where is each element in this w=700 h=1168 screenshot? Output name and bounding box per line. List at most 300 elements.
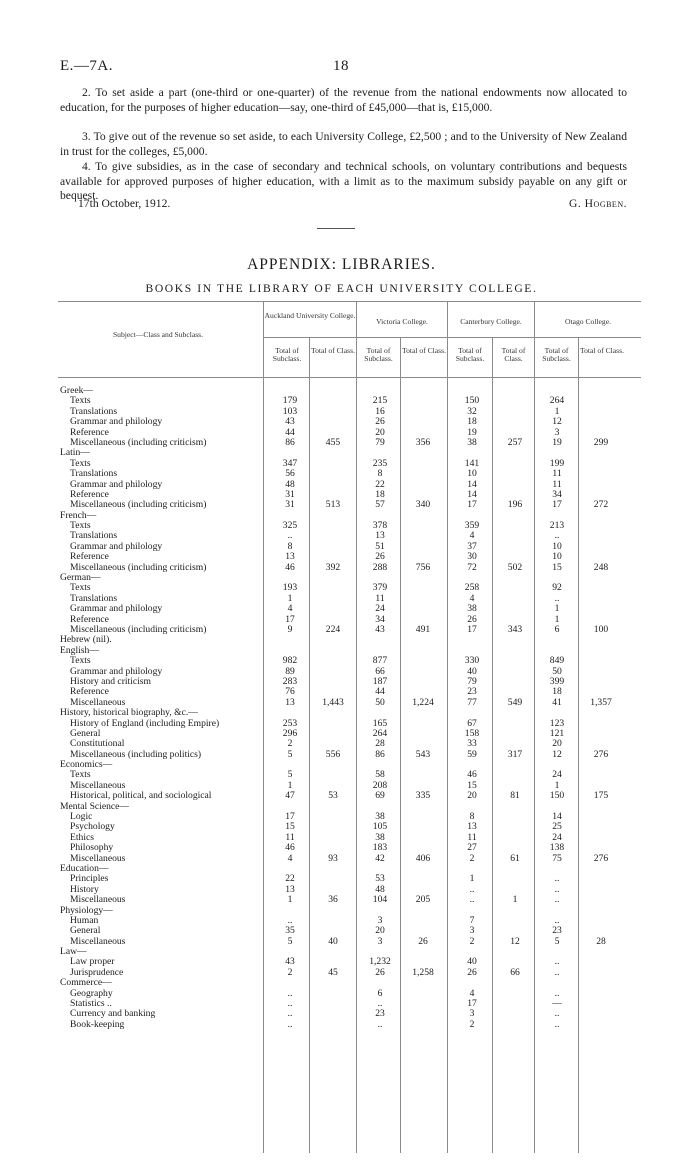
subclass-total-cell: 26 xyxy=(375,966,385,978)
subclass-total-cell: 14 xyxy=(467,488,477,500)
row-label: Miscellaneous (including criticism) xyxy=(70,623,207,635)
subclass-total-cell: 253 xyxy=(282,717,298,729)
row-label: Miscellaneous xyxy=(70,935,126,947)
class-total-cell: 335 xyxy=(415,790,431,802)
subclass-total-cell: 28 xyxy=(375,738,385,750)
row-label: Reference xyxy=(70,488,109,500)
subclass-row xyxy=(58,521,641,531)
subclass-total-cell: 17 xyxy=(467,998,477,1010)
class-total-cell: 196 xyxy=(507,499,523,511)
subheader-subclass: Total of Subclass. xyxy=(455,346,485,364)
subclass-total-cell: 38 xyxy=(375,831,385,843)
subclass-total-cell: 288 xyxy=(372,561,388,573)
college-header-otago: Otago College. xyxy=(565,317,611,326)
row-label: Commerce— xyxy=(60,977,112,989)
subclass-total-cell: 43 xyxy=(285,416,295,428)
row-label: General xyxy=(70,925,101,937)
subclass-total-cell: 19 xyxy=(467,426,477,438)
subclass-total-cell: 86 xyxy=(375,748,385,760)
class-total-cell: 40 xyxy=(328,935,338,947)
subclass-total-cell: 7 xyxy=(469,914,475,926)
subclass-row xyxy=(58,957,641,967)
subclass-total-cell: 8 xyxy=(469,811,475,823)
subclass-total-cell: 4 xyxy=(287,852,293,864)
paragraph-4: 4. To give subsidies, as in the case of secondary and technical schools, on voluntary contributions and bequests available for approved purposes of higher education, with a limit as to the maximum subsidy payable on any gift or bequest. xyxy=(60,160,627,203)
subclass-total-cell: 13 xyxy=(467,821,477,833)
subclass-total-cell: 86 xyxy=(285,436,295,448)
subclass-total-cell: 24 xyxy=(552,831,562,843)
subclass-total-cell: .. xyxy=(287,914,293,926)
subclass-total-cell: 10 xyxy=(552,551,562,563)
subclass-total-cell: 17 xyxy=(467,499,477,511)
subclass-total-cell: 40 xyxy=(467,956,477,968)
row-label: Jurisprudence xyxy=(70,966,124,978)
header-bottom-rule xyxy=(58,377,641,378)
subclass-total-cell: 1 xyxy=(469,873,475,885)
subclass-total-cell: 32 xyxy=(467,405,477,417)
subclass-total-cell: 77 xyxy=(467,696,477,708)
subclass-total-cell: 17 xyxy=(285,811,295,823)
subclass-total-cell: 38 xyxy=(467,436,477,448)
subclass-total-cell: 58 xyxy=(375,769,385,781)
subclass-total-cell: 4 xyxy=(469,987,475,999)
subclass-total-cell: 46 xyxy=(285,842,295,854)
subheader-class: Total of Class. xyxy=(311,346,355,355)
page-reference: E.—7A. xyxy=(60,58,113,74)
row-label: Texts xyxy=(70,520,91,532)
class-total-cell: 491 xyxy=(415,623,431,635)
row-label: Translations xyxy=(70,592,118,604)
subclass-total-cell: 38 xyxy=(375,811,385,823)
class-total-cell: 1,357 xyxy=(590,696,612,708)
subclass-total-cell: 14 xyxy=(552,811,562,823)
row-label: Reference xyxy=(70,613,109,625)
class-total-cell: 224 xyxy=(325,623,341,635)
subclass-total-cell: 43 xyxy=(375,623,385,635)
subclass-total-cell: 17 xyxy=(552,499,562,511)
subclass-total-cell: 76 xyxy=(285,686,295,698)
row-label: Miscellaneous (including politics) xyxy=(70,748,202,760)
subclass-total-cell: 69 xyxy=(375,790,385,802)
subclass-total-cell: 258 xyxy=(464,582,480,594)
subclass-total-cell: 13 xyxy=(285,696,295,708)
subclass-total-cell: 4 xyxy=(287,603,293,615)
class-total-cell: 1,258 xyxy=(412,966,434,978)
subclass-total-cell: 18 xyxy=(375,488,385,500)
subclass-total-cell: 17 xyxy=(285,613,295,625)
subclass-total-cell: 1 xyxy=(554,405,560,417)
subclass-total-cell: 877 xyxy=(372,655,388,667)
table-top-rule xyxy=(58,301,641,302)
paragraph-3: 3. To give out of the revenue so set aside, to each University College, £2,500 ; and to the University of New Zealand in trust for the colleges, £5,000. xyxy=(60,130,627,158)
subclass-row xyxy=(58,583,641,593)
class-row xyxy=(58,947,641,957)
subclass-total-cell: 187 xyxy=(372,675,388,687)
subclass-row xyxy=(58,563,641,573)
class-total-cell: 406 xyxy=(415,852,431,864)
subclass-total-cell: 23 xyxy=(467,686,477,698)
subclass-total-cell: 23 xyxy=(552,925,562,937)
class-total-cell: 53 xyxy=(328,790,338,802)
row-label: Reference xyxy=(70,551,109,563)
subclass-total-cell: 26 xyxy=(467,966,477,978)
row-label: Texts xyxy=(70,655,91,667)
row-label: Texts xyxy=(70,582,91,594)
subclass-total-cell: 38 xyxy=(467,603,477,615)
subclass-total-cell: 4 xyxy=(469,592,475,604)
divider xyxy=(317,228,355,229)
row-label: Miscellaneous xyxy=(70,852,126,864)
class-row xyxy=(58,635,641,645)
subclass-row xyxy=(58,438,641,448)
row-label: Texts xyxy=(70,769,91,781)
subclass-total-cell: 10 xyxy=(552,540,562,552)
subclass-total-cell: 16 xyxy=(375,405,385,417)
subclass-total-cell: 44 xyxy=(375,686,385,698)
subclass-total-cell: 235 xyxy=(372,457,388,469)
row-label: German— xyxy=(60,572,101,584)
subclass-total-cell: 4 xyxy=(469,530,475,542)
subclass-row xyxy=(58,968,641,978)
subclass-total-cell: 8 xyxy=(377,468,383,480)
subclass-total-cell: 1 xyxy=(554,603,560,615)
subclass-total-cell: 18 xyxy=(467,416,477,428)
row-label: Physiology— xyxy=(60,904,113,916)
subclass-total-cell: 3 xyxy=(469,1008,475,1020)
subclass-total-cell: 11 xyxy=(375,592,385,604)
college-header-canterbury: Canterbury College. xyxy=(460,317,522,326)
subclass-row xyxy=(58,885,641,895)
row-label: Grammar and philology xyxy=(70,416,163,428)
subclass-total-cell: 13 xyxy=(285,551,295,563)
subclass-total-cell: 24 xyxy=(375,603,385,615)
row-label: Hebrew (nil). xyxy=(60,634,112,646)
subclass-total-cell: 31 xyxy=(285,488,295,500)
class-total-cell: 66 xyxy=(510,966,520,978)
class-total-cell: 1,224 xyxy=(412,696,434,708)
row-label: Statistics .. xyxy=(70,998,112,1010)
row-label: Reference xyxy=(70,686,109,698)
subclass-total-cell: 104 xyxy=(372,894,388,906)
subclass-total-cell: 165 xyxy=(372,717,388,729)
subclass-total-cell: 89 xyxy=(285,665,295,677)
subclass-total-cell: 8 xyxy=(287,540,293,552)
subclass-total-cell: 264 xyxy=(372,727,388,739)
page-number: 18 xyxy=(333,58,349,74)
row-label: Currency and banking xyxy=(70,1008,156,1020)
subclass-total-cell: .. xyxy=(554,530,560,542)
subclass-total-cell: 12 xyxy=(552,416,562,428)
row-label: Grammar and philology xyxy=(70,540,163,552)
college-header-auckland: Auckland University College. xyxy=(264,311,356,320)
row-label: Constitutional xyxy=(70,738,125,750)
subclass-total-cell: 123 xyxy=(549,717,565,729)
row-label: History and criticism xyxy=(70,675,151,687)
subheader-class: Total of Class. xyxy=(580,346,624,355)
subclass-total-cell: .. xyxy=(554,592,560,604)
subject-column-header: Subject—Class and Subclass. xyxy=(112,330,204,339)
subclass-total-cell: 849 xyxy=(549,655,565,667)
class-total-cell: 543 xyxy=(415,748,431,760)
subclass-total-cell: 67 xyxy=(467,717,477,729)
subclass-row xyxy=(58,604,641,614)
subclass-total-cell: 982 xyxy=(282,655,298,667)
subclass-total-cell: 34 xyxy=(552,488,562,500)
class-total-cell: 756 xyxy=(415,561,431,573)
subclass-total-cell: .. xyxy=(554,956,560,968)
subclass-total-cell: 2 xyxy=(469,1018,475,1030)
subclass-total-cell: .. xyxy=(287,530,293,542)
subclass-total-cell: .. xyxy=(377,1018,383,1030)
subclass-total-cell: 150 xyxy=(549,790,565,802)
subheader-class: Total of Class. xyxy=(402,346,446,355)
row-label: Grammar and philology xyxy=(70,478,163,490)
class-total-cell: 392 xyxy=(325,561,341,573)
class-total-cell: 502 xyxy=(507,561,523,573)
subclass-total-cell: 79 xyxy=(375,436,385,448)
date-line: 17th October, 1912. xyxy=(78,197,171,210)
subclass-total-cell: 33 xyxy=(467,738,477,750)
subclass-total-cell: 2 xyxy=(287,738,293,750)
row-label: Translations xyxy=(70,530,118,542)
subclass-total-cell: 1 xyxy=(554,613,560,625)
subclass-total-cell: 23 xyxy=(375,1008,385,1020)
subclass-total-cell: 3 xyxy=(554,426,560,438)
row-label: Miscellaneous xyxy=(70,894,126,906)
row-label: Latin— xyxy=(60,447,90,459)
subclass-row xyxy=(58,625,641,635)
row-label: Historical, political, and sociological xyxy=(70,790,212,802)
appendix-title: APPENDIX: LIBRARIES. xyxy=(247,256,436,273)
subclass-total-cell: 20 xyxy=(375,426,385,438)
subclass-row xyxy=(58,1009,641,1019)
class-total-cell: 272 xyxy=(593,499,609,511)
subclass-total-cell: 150 xyxy=(464,395,480,407)
subheader-subclass: Total of Subclass. xyxy=(364,346,393,364)
row-label: French— xyxy=(60,509,97,521)
class-row xyxy=(58,708,641,718)
subclass-total-cell: .. xyxy=(287,998,293,1010)
subclass-total-cell: 141 xyxy=(464,457,480,469)
subclass-total-cell: .. xyxy=(469,883,475,895)
subclass-total-cell: .. xyxy=(469,894,475,906)
subclass-total-cell: 215 xyxy=(372,395,388,407)
subclass-total-cell: 75 xyxy=(552,852,562,864)
subclass-total-cell: 213 xyxy=(549,520,565,532)
subclass-total-cell: 50 xyxy=(552,665,562,677)
class-total-cell: 276 xyxy=(593,852,609,864)
row-label: Psychology xyxy=(70,821,115,833)
row-label: Texts xyxy=(70,457,91,469)
paragraph-2: 2. To set aside a part (one-third or one-quarter) of the revenue from the national endowments now allocated to education, for the purposes of higher education—say, one-third of £45,000—that is, £15,000. xyxy=(60,86,627,114)
row-label: Greek— xyxy=(60,385,94,396)
subclass-total-cell: 50 xyxy=(375,696,385,708)
subclass-total-cell: 24 xyxy=(552,769,562,781)
class-row xyxy=(58,864,641,874)
subclass-row xyxy=(58,854,641,864)
class-total-cell: 549 xyxy=(507,696,523,708)
row-label: English— xyxy=(60,644,99,656)
subclass-total-cell: 27 xyxy=(467,842,477,854)
class-total-cell: 100 xyxy=(593,623,609,635)
subclass-total-cell: .. xyxy=(287,987,293,999)
subclass-total-cell: 22 xyxy=(375,478,385,490)
subclass-total-cell: 325 xyxy=(282,520,298,532)
subclass-total-cell: 1,232 xyxy=(369,956,391,968)
subclass-total-cell: 103 xyxy=(282,405,298,417)
class-total-cell: 248 xyxy=(593,561,609,573)
subclass-total-cell: 40 xyxy=(467,665,477,677)
subclass-row xyxy=(58,926,641,936)
subclass-row xyxy=(58,791,641,801)
subclass-total-cell: 15 xyxy=(467,779,477,791)
subclass-total-cell: 359 xyxy=(464,520,480,532)
subclass-total-cell: 15 xyxy=(285,821,295,833)
subclass-total-cell: 41 xyxy=(552,696,562,708)
row-label: Miscellaneous xyxy=(70,779,126,791)
subclass-total-cell: 2 xyxy=(287,966,293,978)
row-label: Reference xyxy=(70,426,109,438)
row-label: Law— xyxy=(60,946,87,958)
subclass-total-cell: 10 xyxy=(467,468,477,480)
subclass-total-cell: 35 xyxy=(285,925,295,937)
table-body xyxy=(58,386,641,1030)
row-label: Economics— xyxy=(60,759,113,771)
subclass-total-cell: 20 xyxy=(375,925,385,937)
subclass-total-cell: 13 xyxy=(375,530,385,542)
subclass-total-cell: 264 xyxy=(549,395,565,407)
subclass-total-cell: 378 xyxy=(372,520,388,532)
subclass-total-cell: 43 xyxy=(285,956,295,968)
subclass-total-cell: 5 xyxy=(287,769,293,781)
class-total-cell: 455 xyxy=(325,436,341,448)
row-label: Education— xyxy=(60,862,109,874)
subclass-row xyxy=(58,417,641,427)
subclass-total-cell: 26 xyxy=(467,613,477,625)
row-label: Miscellaneous (including criticism) xyxy=(70,561,207,573)
subclass-total-cell: 34 xyxy=(375,613,385,625)
subclass-total-cell: .. xyxy=(554,1008,560,1020)
subclass-total-cell: 379 xyxy=(372,582,388,594)
subclass-row xyxy=(58,895,641,905)
subclass-total-cell: 30 xyxy=(467,551,477,563)
subclass-total-cell: 25 xyxy=(552,821,562,833)
subclass-total-cell: 1 xyxy=(554,779,560,791)
subclass-total-cell: 283 xyxy=(282,675,298,687)
subclass-total-cell: 31 xyxy=(285,499,295,511)
subclass-total-cell: 18 xyxy=(552,686,562,698)
subclass-row xyxy=(58,396,641,406)
subclass-total-cell: 15 xyxy=(552,561,562,573)
libraries-table xyxy=(58,301,641,1168)
subclass-total-cell: 48 xyxy=(285,478,295,490)
subclass-total-cell: 51 xyxy=(375,540,385,552)
subclass-total-cell: 48 xyxy=(375,883,385,895)
row-label: Grammar and philology xyxy=(70,603,163,615)
subheader-subclass: Total of Subclass. xyxy=(272,346,302,364)
subclass-total-cell: .. xyxy=(287,1018,293,1030)
row-label: Logic xyxy=(70,811,93,823)
class-total-cell: 28 xyxy=(596,935,606,947)
subclass-total-cell: .. xyxy=(554,914,560,926)
row-label: Grammar and philology xyxy=(70,665,163,677)
class-total-cell: 299 xyxy=(593,436,609,448)
row-label: History, historical biography, &c.— xyxy=(60,707,198,719)
subclass-total-cell: 183 xyxy=(372,842,388,854)
subclass-total-cell: 3 xyxy=(377,935,383,947)
subclass-total-cell: 1 xyxy=(287,592,293,604)
subclass-total-cell: — xyxy=(552,998,562,1010)
subclass-total-cell: 37 xyxy=(467,540,477,552)
subclass-row xyxy=(58,750,641,760)
subclass-total-cell: 5 xyxy=(287,748,293,760)
class-total-cell: 93 xyxy=(328,852,338,864)
subclass-total-cell: 6 xyxy=(377,987,383,999)
class-total-cell: 81 xyxy=(510,790,520,802)
subclass-total-cell: 20 xyxy=(552,738,562,750)
subclass-total-cell: .. xyxy=(554,987,560,999)
row-label: Principles xyxy=(70,873,109,885)
class-row xyxy=(58,978,641,988)
subclass-total-cell: 20 xyxy=(467,790,477,802)
row-label: General xyxy=(70,727,101,739)
subclass-total-cell: 158 xyxy=(464,727,480,739)
row-label: Translations xyxy=(70,468,118,480)
subclass-total-cell: 347 xyxy=(282,457,298,469)
row-label: Geography xyxy=(70,987,113,999)
subclass-total-cell: 59 xyxy=(467,748,477,760)
subclass-total-cell: 105 xyxy=(372,821,388,833)
subclass-total-cell: 12 xyxy=(552,748,562,760)
subclass-total-cell: 11 xyxy=(467,831,477,843)
subclass-total-cell: 179 xyxy=(282,395,298,407)
class-total-cell: 1,443 xyxy=(322,696,344,708)
subclass-total-cell: 19 xyxy=(552,436,562,448)
subclass-row xyxy=(58,770,641,780)
subclass-total-cell: .. xyxy=(377,998,383,1010)
class-total-cell: 26 xyxy=(418,935,428,947)
subclass-total-cell: 2 xyxy=(469,935,475,947)
class-total-cell: 340 xyxy=(415,499,431,511)
row-label: History of England (including Empire) xyxy=(70,717,220,729)
subclass-total-cell: 3 xyxy=(469,925,475,937)
subclass-total-cell: 46 xyxy=(285,561,295,573)
class-total-cell: 257 xyxy=(507,436,523,448)
class-total-cell: 513 xyxy=(325,499,341,511)
class-total-cell: 61 xyxy=(510,852,520,864)
subclass-total-cell: 11 xyxy=(552,478,562,490)
subclass-total-cell: 6 xyxy=(554,623,560,635)
class-total-cell: 343 xyxy=(507,623,523,635)
class-total-cell: 556 xyxy=(325,748,341,760)
signature: G. Hogben. xyxy=(569,197,627,210)
subclass-row xyxy=(58,656,641,666)
subclass-total-cell: 47 xyxy=(285,790,295,802)
college-header-victoria: Victoria College. xyxy=(376,317,428,326)
subclass-total-cell: .. xyxy=(554,873,560,885)
class-total-cell: 317 xyxy=(507,748,523,760)
subclass-total-cell: 22 xyxy=(285,873,295,885)
subclass-row xyxy=(58,874,641,884)
subclass-total-cell: 1 xyxy=(287,894,293,906)
subclass-total-cell: 399 xyxy=(549,675,565,687)
subheader-class: Total of Class. xyxy=(501,346,526,364)
subclass-total-cell: 44 xyxy=(285,426,295,438)
class-total-cell: 276 xyxy=(593,748,609,760)
subclass-row xyxy=(58,469,641,479)
subclass-row xyxy=(58,937,641,947)
subclass-total-cell: .. xyxy=(287,1008,293,1020)
